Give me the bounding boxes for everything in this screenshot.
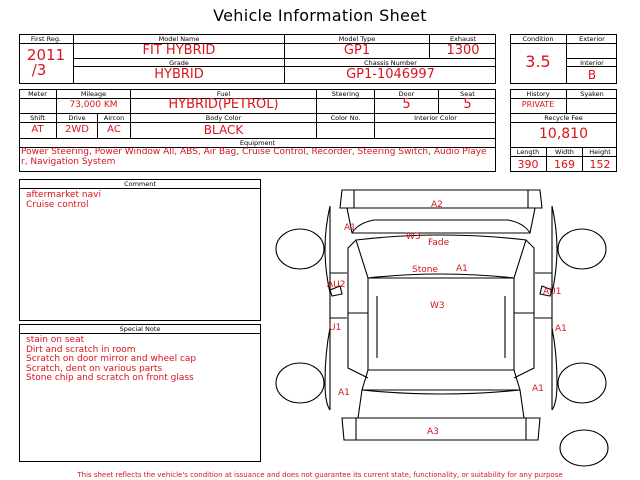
comment-line: aftermarket navi: [26, 190, 101, 200]
model-type: GP1: [343, 43, 371, 58]
syaken-label: Syaken: [580, 90, 604, 98]
body-color-value: BLACK: [203, 123, 244, 137]
first-reg-label: First Reg.: [30, 35, 62, 43]
chassis-number: GP1-1046997: [346, 67, 435, 82]
model-name: FIT HYBRID: [142, 43, 216, 58]
roof: [368, 278, 514, 370]
exhaust-value: 1300: [446, 43, 480, 58]
left-side-outline: [325, 206, 330, 410]
chassis-label: Chassis Number: [364, 59, 417, 67]
disclaimer-footer: This sheet reflects the vehicle's condition at issuance and does not guarantee its current state, functionality, or suitability for any purpose: [77, 471, 563, 479]
fuel-value: HYBRID(PETROL): [168, 97, 279, 112]
special-note-list: [26, 336, 258, 384]
aircon-value: AC: [107, 124, 121, 135]
mark-stone: Stone: [412, 265, 438, 275]
mark-fade: Fade: [428, 238, 450, 248]
interior-label: Interior: [580, 59, 604, 67]
shift-label: Shift: [30, 114, 45, 122]
mark-w3-roof: W3: [430, 301, 445, 311]
mileage-label: Mileage: [80, 90, 107, 98]
sheet-title: Vehicle Information Sheet: [213, 6, 427, 25]
mark-a1-rear-left: A1: [338, 388, 350, 398]
meter-label: Meter: [28, 90, 47, 98]
door-value: 5: [402, 97, 411, 112]
grade-label: Grade: [169, 59, 189, 67]
mark-a1-glass: A1: [456, 264, 468, 274]
body-color-label: Body Color: [205, 114, 242, 122]
interior-color-label: Interior Color: [414, 114, 457, 122]
equipment-list: Power Steering, Power Window All, ABS, Air Bag, Cruise Control, Recorder, Steering Switch, Audio Player, Navigation System: [21, 147, 487, 167]
mark-w3-front: W3: [406, 232, 421, 242]
special-note-line: Scratch, dent on various parts: [26, 363, 163, 374]
special-note-line: stain on seat: [26, 335, 85, 345]
exhaust-label: Exhaust: [449, 35, 477, 43]
spare-wheel: [560, 430, 608, 466]
seat-value: 5: [463, 97, 472, 112]
wheel-rear-left: [276, 363, 324, 403]
interior-grade: B: [587, 68, 597, 82]
mark-a2: A2: [431, 200, 443, 210]
comment-line: Cruise control: [26, 199, 89, 210]
shift-value: AT: [31, 124, 44, 135]
wheel-rear-right: [558, 363, 606, 403]
mark-a1-right-door: A1: [555, 324, 567, 334]
model-name-label: Model Name: [158, 35, 200, 43]
history-label: History: [526, 90, 550, 98]
comment-list: [26, 191, 256, 210]
length-label: Length: [516, 148, 540, 156]
fuel-label: Fuel: [216, 90, 231, 98]
grade-value: HYBRID: [154, 67, 204, 82]
mark-au2-left: AU2: [327, 280, 346, 290]
mark-au1-right: AU1: [543, 287, 562, 297]
wheel-front-right: [558, 229, 606, 269]
aircon-label: Aircon: [103, 114, 125, 122]
length-value: 390: [517, 158, 539, 171]
door-label: Door: [398, 90, 415, 98]
mark-a3: A3: [427, 427, 439, 437]
mileage-value: 73,000 KM: [69, 100, 118, 110]
rear-bumper: [342, 418, 540, 440]
width-value: 169: [554, 158, 575, 171]
special-note-label: Special Note: [119, 325, 161, 333]
first-reg-month: /3: [31, 61, 47, 79]
mark-a1-rear-right: A1: [532, 384, 544, 394]
steering-label: Steering: [331, 90, 360, 98]
wheel-front-left: [276, 229, 324, 269]
right-side-outline: [552, 206, 557, 410]
special-note-line: Stone chip and scratch on front glass: [26, 373, 194, 383]
condition-grade: 3.5: [525, 52, 551, 71]
equipment-label: Equipment: [239, 139, 276, 147]
color-no-label: Color No.: [330, 114, 361, 122]
height-label: Height: [589, 148, 611, 156]
condition-label: Condition: [522, 35, 554, 43]
mark-u1-left: U1: [329, 323, 342, 333]
width-label: Width: [555, 148, 574, 156]
seat-label: Seat: [460, 90, 475, 98]
height-value: 152: [589, 158, 611, 171]
special-note-line: Dirt and scratch in room: [26, 344, 136, 355]
recycle-fee-label: Recycle Fee: [544, 114, 583, 122]
history-value: PRIVATE: [521, 100, 555, 109]
exterior-label: Exterior: [579, 35, 605, 43]
model-type-label: Model Type: [338, 35, 376, 43]
mark-a1-front-left: A1: [344, 223, 356, 233]
first-reg-year: 2011: [26, 46, 66, 64]
special-note-line: Scratch on door mirror and wheel cap: [26, 354, 197, 364]
comment-label: Comment: [124, 180, 156, 188]
recycle-fee-value: 10,810: [539, 126, 588, 142]
drive-label: Drive: [68, 114, 86, 122]
drive-value: 2WD: [65, 124, 89, 135]
